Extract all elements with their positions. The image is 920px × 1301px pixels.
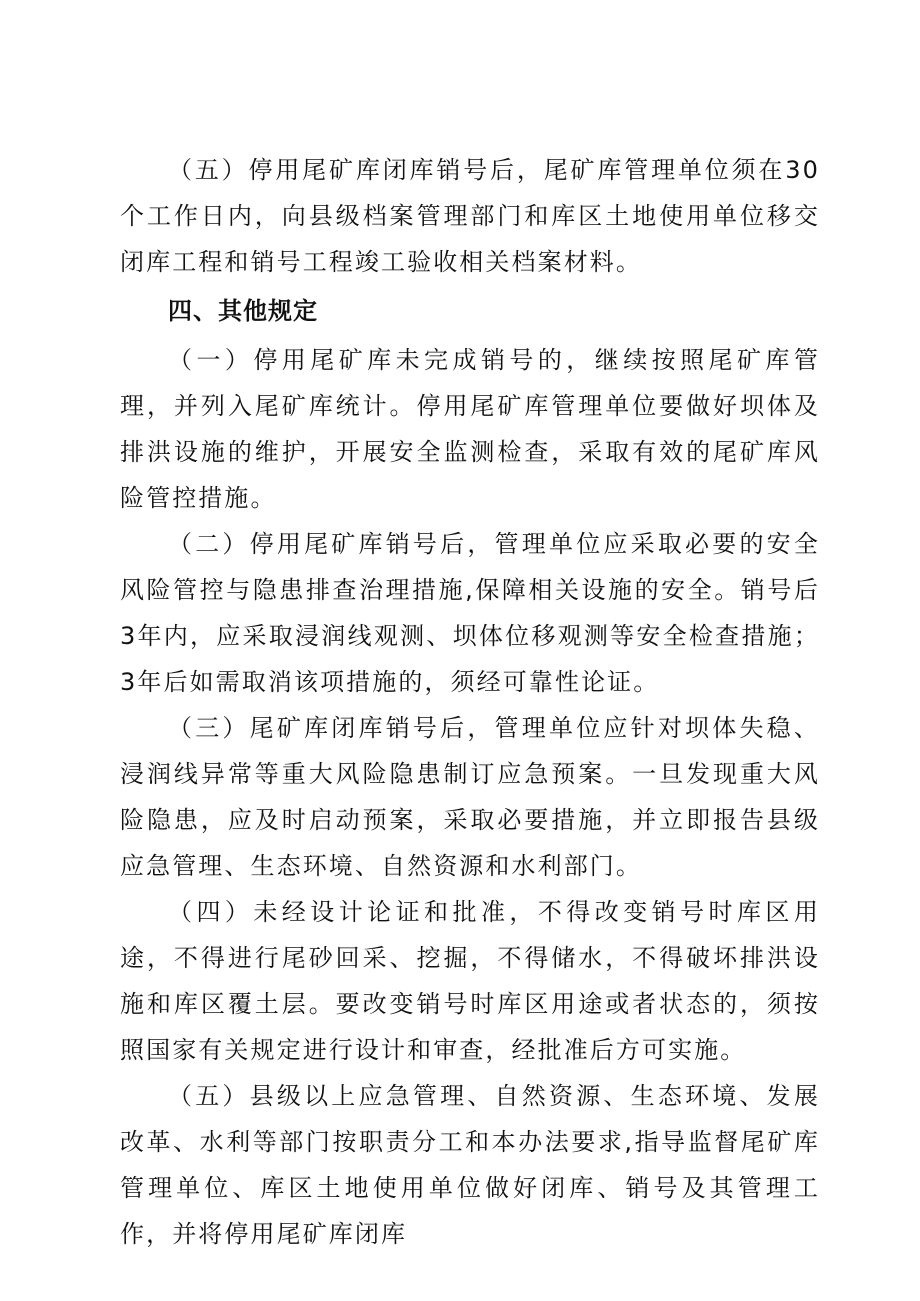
- paragraph-item-4: （四）未经设计论证和批准，不得改变销号时库区用途，不得进行尾砂回采、挖掘，不得储水，不得破坏排洪设施和库区覆土层。要改变销号时库区用途或者状态的，须按照国家有关规定进行设计和审查，经批准后方可实施。: [120, 898, 820, 1064]
- paragraph-item-3: （三）尾矿库闭库销号后，管理单位应针对坝体失稳、浸润线异常等重大风险隐患制订应急预案。一旦发现重大风险隐患，应及时启动预案，采取必要措施，并立即报告县级应急管理、生态环境、自然资源和水利部门。: [120, 714, 820, 880]
- paragraph-item-5: （五）县级以上应急管理、自然资源、生态环境、发展改革、水利等部门按职责分工和本办法要求,指导监督尾矿库管理单位、库区土地使用单位做好闭库、销号及其管理工作，并将停用尾矿库闭库: [120, 1082, 820, 1248]
- paragraph-item-2: （二）停用尾矿库销号后，管理单位应采取必要的安全风险管控与隐患排查治理措施,保障相关设施的安全。销号后3年内，应采取浸润线观测、坝体位移观测等安全检查措施；3年后如需取消该项措施的，须经可靠性论证。: [120, 530, 820, 696]
- paragraph-closure-archive-transfer: （五）停用尾矿库闭库销号后，尾矿库管理单位须在30个工作日内，向县级档案管理部门和库区土地使用单位移交闭库工程和销号工程竣工验收相关档案材料。: [120, 156, 820, 276]
- paragraph-item-1: （一）停用尾矿库未完成销号的，继续按照尾矿库管理，并列入尾矿库统计。停用尾矿库管理单位要做好坝体及排洪设施的维护，开展安全监测检查，采取有效的尾矿库风险管控措施。: [120, 346, 820, 512]
- section-heading-other-provisions: 四、其他规定: [168, 297, 318, 325]
- document-page: [120, 147, 820, 1257]
